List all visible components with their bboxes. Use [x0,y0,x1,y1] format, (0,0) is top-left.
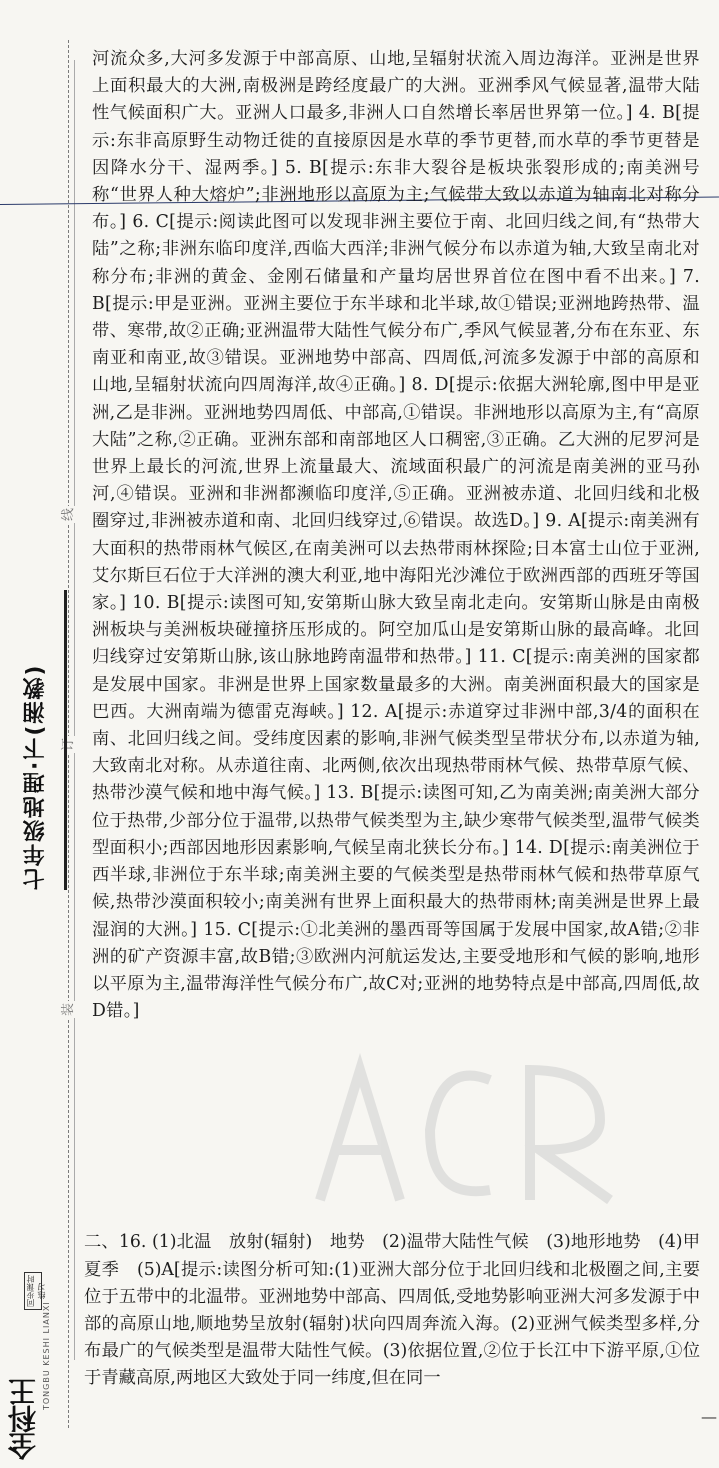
binding-solid-line [74,60,75,1360]
brand-pinyin: TONGBU KESHI LIANXI [42,1301,51,1410]
book-title: 七年级地理·下(湘教) [20,590,67,890]
brand-tag: 同步课时练习 [24,1272,42,1310]
answer-paragraph: 河流众多,大河多发源于中部高原、山地,呈辐射状流入周边海洋。亚洲是世界上面积最大的大洲,南极洲是跨经度最广的大洲。亚洲季风气候显著,温带大陆性气候面积广大。亚洲人口最多,非洲人口自然增长率居世界第一位。] 4. B[提示:东非高原野生动物迁徙的直接原因是水草的季节更替,而水草的季节更替是因降水分干、湿两季。] 5. B[提示:东非大裂谷是板块张裂形成的;南美洲号称“世界人种大熔炉”;非洲地形以高原为主;气候带大致以赤道为轴南北对称分布。] 6. C[提示:阅读此图可以发现非洲主要位于南、北回归线之间,有“热带大陆”之称;非洲东临印度洋,西临大西洋;非洲气候分布以赤道为轴,大致呈南北对称分布;非洲的黄金、金刚石储量和产量均居世界首位在图中看不出来。] 7. B[提示:甲是亚洲。亚洲主要位于东半球和北半球,故①错误;亚洲地跨热带、温带、寒带,故②正确;亚洲温带大陆性气候分布广,季风气候显著,分布在东亚、东南亚和南亚,故③错误。亚洲地势中部高、四周低,河流多发源于中部的高原和山地,呈辐射状流向四周海洋,故④正确。] 8. D[提示:依据大洲轮廓,图中甲是亚洲,乙是非洲。亚洲地势四周低、中部高,①错误。非洲地形以高原为主,有“高原大陆”之称,②正确。亚洲东部和南部地区人口稠密,③正确。乙大洲的尼罗河是世界上最长的河流,世界上流量最大、流域面积最广的河流是南美洲的亚马孙河,④错误。亚洲和非洲都濒临印度洋,⑤正确。亚洲被赤道、北回归线和北极圈穿过,非洲被赤道和南、北回归线穿过,⑥错误。故选D。] 9. A[提示:南美洲有大面积的热带雨林气候区,在南美洲可以去热带雨林探险;日本富士山位于亚洲,艾尔斯巨石位于大洋洲的澳大利亚,地中海阳光沙滩位于欧洲西部的西班牙等国家。] 10. B[提示:读图可知,安第斯山脉大致呈南北走向。安第斯山脉是由南极洲板块与美洲板块碰撞挤压形成的。阿空加瓜山是安第斯山脉的最高峰。北回归线穿过安第斯山脉,该山脉地跨南温带和热带。] 11. C[提示:南美洲的国家都是发展中国家。非洲是世界上国家数量最多的大洲。南美洲面积最大的国家是巴西。大洲南端为德雷克海峡。] 12. A[提示:赤道穿过非洲中部,3/4的面积在南、北回归线之间。受纬度因素的影响,非洲气候类型呈带状分布,以赤道为轴,大致南北对称。从赤道往南、北两侧,依次出现热带雨林气候、热带草原气候、热带沙漠气候和地中海气候。] 13. B[提示:读图可知,乙为南美洲;南美洲大部分位于热带,少部分位于温带,以热带气候类型为主,缺少寒带气候类型,温带气候类型面积小;西部因地形因素影响,气候呈南北狭长分布。] 14. D[提示:南美洲位于西半球,非洲位于东半球;南美洲主要的气候类型是热带雨林气候和热带草原气候,热带沙漠面积较小;南美洲有世界上面积最大的热带雨林;南美洲是世界上最湿润的大洲。] 15. C[提示:①北美洲的墨西哥等国属于发展中国家,故A错;②非洲的矿产资源丰富,故B错;③欧洲内河航运发达,主要受地形和气候的影响,地形以平原为主,温带海洋性气候分布广,故C对;亚洲的地势特点是中部高,四周低,故D错。] [92,49,700,1022]
answer-text-block [92,46,700,1025]
section-two-text [84,1212,718,1410]
binding-mark-xian: 线 [57,506,76,523]
brand-logo: 全科王 [7,1379,40,1460]
binding-dashed-line [68,40,69,1428]
page-edge-mark: — [701,1407,717,1426]
binding-mark-ding: 订 [57,736,76,753]
watermark-stamp [300,1040,700,1220]
section-two-paragraph: 二、16. (1)北温 放射(辐射) 地势 (2)温带大陆性气候 (3)地形地势 (4)甲 夏季 (5)A[提示:读图分析可知:(1)亚洲大部分位于北回归线和北极圈之间,主要位于五带中的北温带。亚洲地势中部高、四周低,受地势影响亚洲大河多发源于中部的高原山地,顺地势呈放射(辐射)状向四周奔流入海。(2)亚洲气候类型多样,分布最广的气候类型是温带大陆性气候。(3)依据位置,②位于长江中下游平原,①位于青藏高原,两地区大致处于同一纬度,但在同一 [84,1232,718,1389]
binding-mark-zhuang: 装 [57,1001,76,1018]
